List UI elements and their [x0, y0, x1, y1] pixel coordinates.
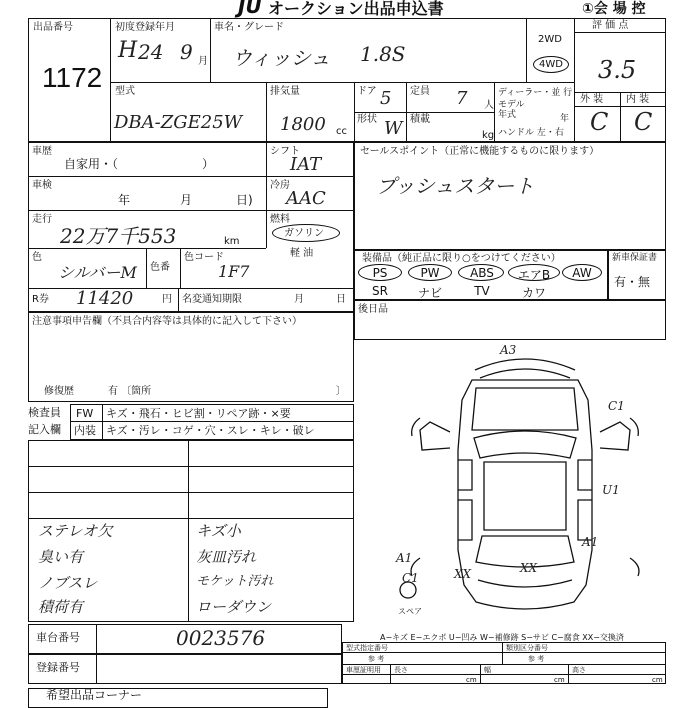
equip-ps: PS	[372, 266, 388, 280]
exterior-label: 外 装	[580, 94, 604, 105]
chassis-number-value: 0023576	[176, 626, 266, 650]
ju-logo: JU	[238, 0, 262, 18]
height-unit: cm	[652, 676, 663, 684]
name-change-month: 月	[294, 294, 304, 305]
displacement-unit: cc	[336, 126, 347, 137]
fuel-diesel: 軽 油	[290, 248, 314, 259]
dealer-parallel: ディーラー・並 行	[498, 88, 573, 98]
interior-label: 内 装	[626, 94, 650, 105]
car-damage-diagram	[380, 340, 670, 630]
chassis-number-label: 車台番号	[36, 631, 80, 644]
rating-value: 3.5	[598, 56, 637, 84]
later-items-label: 後日品	[358, 304, 388, 315]
venue-copy-label: ①会 場 控	[582, 1, 646, 17]
inspection-year: 年	[118, 193, 131, 207]
mark-c1-lower: C1	[402, 571, 419, 585]
remark-left-3: ノブスレ	[38, 574, 98, 592]
registration-number-label: 登録番号	[36, 661, 80, 674]
fuel-gasoline: ガソリン	[284, 228, 324, 239]
equip-leather: カワ	[521, 286, 546, 300]
repair-history-value: 有 〔箇所	[108, 386, 152, 397]
car-name-label: 車名・グレード	[214, 22, 284, 33]
mark-a3: A3	[500, 343, 517, 357]
mark-xx-left: XX	[454, 567, 472, 581]
repair-history-close: 〕	[336, 386, 346, 397]
inspector-interior-tag: 内装	[74, 424, 96, 437]
rating-label: 評 価 点	[592, 20, 629, 31]
repair-history-label: 修復歴	[44, 386, 74, 397]
car-grade-value: 1.8S	[360, 42, 406, 66]
month-unit: 月	[198, 56, 208, 67]
length-unit: cm	[466, 676, 477, 684]
first-registration-year: 24	[138, 40, 164, 64]
mileage-value: 22万7千553	[60, 224, 177, 248]
color-code-label: 色コード	[184, 252, 224, 263]
length-label: 長さ	[394, 666, 408, 674]
inspector-fw-tag: FW	[76, 407, 94, 420]
desired-corner-label: 希望出品コーナー	[46, 688, 143, 702]
equip-sr: SR	[372, 284, 388, 298]
mark-c1-upper: C1	[608, 399, 625, 413]
notes-label: 注意事項申告欄（不具合内容等は具体的に記入して下さい）	[32, 316, 302, 327]
usage-label: 車歴	[32, 146, 52, 157]
recycle-value: 11420	[76, 288, 134, 309]
first-registration-era: H	[118, 38, 138, 63]
equip-pw: PW	[420, 266, 440, 280]
drive-4wd: 4WD	[539, 59, 563, 70]
shape-value: W	[384, 118, 403, 139]
sales-point-value: プッシュスタート	[376, 174, 535, 198]
form-title: オークション出品申込書	[268, 0, 444, 18]
exterior-grade: C	[590, 108, 609, 136]
lot-number-value: 1172	[42, 62, 103, 93]
model-year-label: モデル	[498, 100, 525, 110]
first-registration-label: 初度登録年月	[115, 22, 175, 33]
name-change-label: 名変通知期限	[182, 294, 242, 305]
capacity-unit: 人	[484, 100, 494, 111]
color-code-value: 1F7	[218, 262, 250, 281]
warranty-label: 新車保証書	[612, 253, 658, 263]
recycle-label: R券	[32, 294, 49, 305]
width-unit: cm	[554, 676, 565, 684]
type-ref-label: 参 考	[368, 655, 385, 663]
mark-u1: U1	[602, 483, 620, 497]
mileage-unit: km	[224, 236, 240, 247]
later-items-box	[354, 300, 666, 340]
mark-a1-right: A1	[582, 535, 599, 549]
equip-navi: ナビ	[417, 286, 442, 300]
car-name-value: ウィッシュ	[232, 46, 331, 70]
inspector-fw-text: キズ・飛石・ヒビ割・リペア跡・×要	[106, 407, 291, 420]
type-designation-label: 型式指定番号	[346, 644, 388, 652]
class-ref-label: 参 考	[528, 655, 545, 663]
model-code-label: 型式	[115, 86, 135, 97]
sales-point-label: セールスポイント（正常に機能するものに限ります）	[360, 146, 600, 157]
remark-right-1: キズ小	[196, 522, 241, 540]
color-label: 色	[32, 252, 42, 263]
inspection-label: 車検	[32, 180, 52, 191]
lot-number-label: 出品番号	[33, 22, 73, 33]
recycle-unit: 円	[162, 294, 172, 305]
inspection-month: 月	[180, 193, 193, 207]
remark-right-2: 灰皿汚れ	[196, 548, 257, 566]
usage-value: 自家用・（ ）	[64, 157, 215, 171]
model-code-value: DBA-ZGE25W	[114, 112, 243, 133]
inspector-interior-text: キズ・汚レ・コゲ・穴・スレ・キレ・破レ	[106, 424, 315, 437]
first-registration-month: 9	[180, 40, 193, 64]
mileage-label: 走行	[32, 214, 52, 225]
class-number-label: 類別区分番号	[506, 644, 548, 652]
equip-aw: AW	[572, 266, 592, 280]
equipment-label: 装備品（純正品に限り○をつけてください）	[362, 253, 561, 264]
drive-2wd: 2WD	[538, 34, 562, 45]
mark-xx-rear: XX	[520, 561, 538, 575]
capacity-label: 定員	[410, 86, 430, 97]
load-label: 積載	[410, 114, 430, 125]
mark-spare: スペア	[398, 607, 422, 616]
capacity-value: 7	[456, 88, 468, 109]
remark-right-4: ローダウン	[196, 598, 272, 616]
damage-legend: A−キズ E−エクボ U−凹み W−補修跡 S−サビ C−腐食 XX−交換済	[380, 633, 624, 642]
equip-tv: TV	[474, 284, 490, 298]
width-label: 幅	[484, 666, 491, 674]
displacement-value: 1800	[280, 114, 326, 135]
shift-value: IAT	[290, 154, 322, 175]
inspector-label: 検査員	[28, 406, 61, 419]
color-value: シルバーM	[58, 263, 137, 282]
remark-left-2: 臭い有	[38, 548, 84, 566]
color-number-label: 色番	[150, 262, 170, 273]
doors-label: ドア	[357, 86, 377, 97]
year-label: 年式	[498, 110, 517, 120]
year-unit: 年	[560, 114, 570, 124]
inspection-day: 日)	[236, 193, 253, 207]
mark-a1-left: A1	[396, 551, 413, 565]
shape-label: 形状	[357, 114, 377, 125]
handle-side: ハンドル 左・右	[498, 128, 564, 138]
certificate-label: 車厘証明用	[346, 666, 381, 674]
doors-value: 5	[380, 88, 392, 109]
name-change-day: 日	[336, 294, 346, 305]
inspector-entry-label: 記入欄	[28, 423, 61, 436]
fuel-label: 燃料	[270, 214, 290, 225]
displacement-label: 排気量	[270, 86, 300, 97]
load-unit: kg	[482, 130, 495, 141]
ac-value: AAC	[286, 188, 326, 209]
equip-abs: ABS	[470, 266, 494, 280]
height-label: 高さ	[572, 666, 586, 674]
remark-right-3: モケット汚れ	[196, 574, 274, 589]
shift-label: シフト	[270, 146, 300, 157]
warranty-value: 有・無	[614, 275, 651, 289]
remark-left-4: 積荷有	[38, 598, 84, 616]
ac-label: 冷房	[270, 180, 290, 191]
interior-grade: C	[634, 108, 653, 136]
equip-airbag: エアB	[517, 268, 551, 282]
remark-left-1: ステレオ欠	[38, 522, 113, 540]
